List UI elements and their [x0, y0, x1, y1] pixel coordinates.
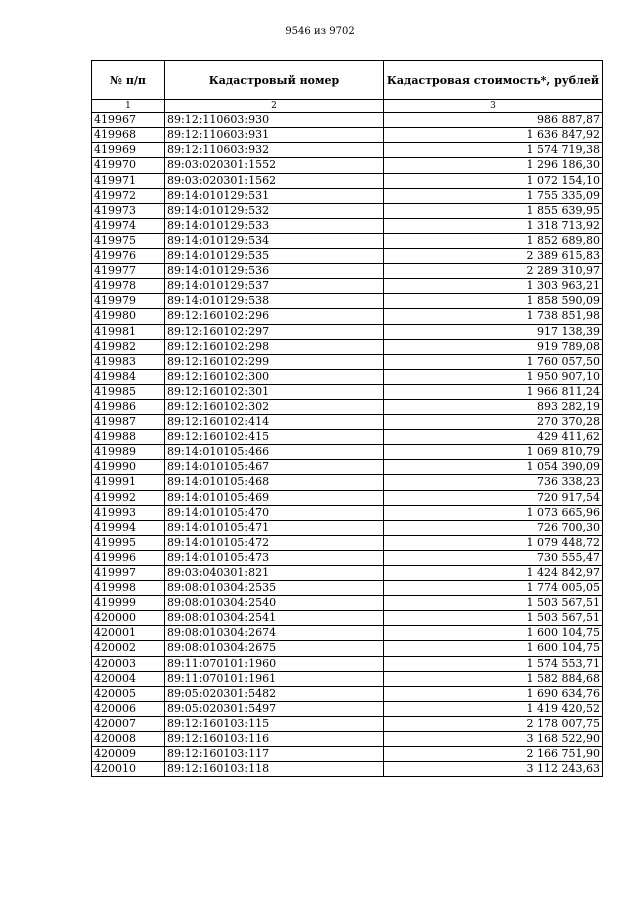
table-row	[92, 233, 603, 248]
cadastral-value: 270 370,28	[384, 415, 603, 430]
cadastral-number: 89:12:160103:117	[165, 747, 384, 762]
cadastral-value: 1 419 420,52	[384, 701, 603, 716]
cadastral-value: 1 424 842,97	[384, 566, 603, 581]
row-number: 419988	[92, 430, 165, 445]
table-row	[92, 550, 603, 565]
cadastral-number: 89:14:010105:466	[165, 445, 384, 460]
table-row	[92, 384, 603, 399]
row-number: 419991	[92, 475, 165, 490]
page-number: 9546 из 9702	[285, 26, 355, 37]
cadastral-value: 1 503 567,51	[384, 596, 603, 611]
table-row	[92, 520, 603, 535]
cadastral-value: 1 054 390,09	[384, 460, 603, 475]
cadastral-value: 1 079 448,72	[384, 535, 603, 550]
cadastral-value: 1 600 104,75	[384, 626, 603, 641]
cadastral-number: 89:12:160102:299	[165, 354, 384, 369]
row-number: 419985	[92, 384, 165, 399]
table-row	[92, 158, 603, 173]
cadastral-value: 1 582 884,68	[384, 671, 603, 686]
table-row	[92, 732, 603, 747]
table-row	[92, 173, 603, 188]
row-number: 419977	[92, 264, 165, 279]
row-number: 419967	[92, 113, 165, 128]
cadastral-number: 89:12:160102:296	[165, 309, 384, 324]
table-row	[92, 686, 603, 701]
cadastral-number: 89:03:020301:1552	[165, 158, 384, 173]
table-row	[92, 309, 603, 324]
table-row	[92, 641, 603, 656]
row-number: 419981	[92, 324, 165, 339]
table-row	[92, 203, 603, 218]
row-number: 419976	[92, 249, 165, 264]
row-number: 420007	[92, 716, 165, 731]
table-row	[92, 505, 603, 520]
table-row	[92, 626, 603, 641]
cadastral-value: 726 700,30	[384, 520, 603, 535]
row-number: 419997	[92, 566, 165, 581]
cadastral-value: 736 338,23	[384, 475, 603, 490]
table-row	[92, 716, 603, 731]
table-row	[92, 445, 603, 460]
row-number: 419978	[92, 279, 165, 294]
table-row	[92, 596, 603, 611]
table-row	[92, 264, 603, 279]
table-row	[92, 611, 603, 626]
row-number: 419983	[92, 354, 165, 369]
cadastral-value: 3 112 243,63	[384, 762, 603, 777]
cadastral-number: 89:14:010105:471	[165, 520, 384, 535]
row-number: 420010	[92, 762, 165, 777]
header-row-number: № п/п	[92, 61, 165, 100]
table-row	[92, 747, 603, 762]
cadastral-value: 919 789,08	[384, 339, 603, 354]
table-row	[92, 762, 603, 777]
row-number: 419989	[92, 445, 165, 460]
cadastral-value: 1 636 847,92	[384, 128, 603, 143]
row-number: 419972	[92, 188, 165, 203]
cadastral-number: 89:12:110603:931	[165, 128, 384, 143]
cadastral-number: 89:12:160102:302	[165, 399, 384, 414]
table-row	[92, 656, 603, 671]
cadastral-number: 89:08:010304:2674	[165, 626, 384, 641]
row-number: 419970	[92, 158, 165, 173]
row-number: 419975	[92, 233, 165, 248]
cadastral-number: 89:14:010105:470	[165, 505, 384, 520]
row-number: 420006	[92, 701, 165, 716]
cadastral-value: 917 138,39	[384, 324, 603, 339]
cadastral-number: 89:05:020301:5482	[165, 686, 384, 701]
cadastral-value: 1 574 719,38	[384, 143, 603, 158]
table-row	[92, 460, 603, 475]
table-row	[92, 475, 603, 490]
cadastral-number: 89:11:070101:1960	[165, 656, 384, 671]
cadastral-number: 89:12:160102:300	[165, 369, 384, 384]
cadastral-value: 1 855 639,95	[384, 203, 603, 218]
cadastral-value: 730 555,47	[384, 550, 603, 565]
row-number: 420003	[92, 656, 165, 671]
row-number: 420000	[92, 611, 165, 626]
cadastral-value: 720 917,54	[384, 490, 603, 505]
cadastral-value: 1 852 689,80	[384, 233, 603, 248]
cadastral-number: 89:11:070101:1961	[165, 671, 384, 686]
cadastral-number: 89:08:010304:2540	[165, 596, 384, 611]
cadastral-value: 429 411,62	[384, 430, 603, 445]
cadastral-value: 1 318 713,92	[384, 218, 603, 233]
table-row	[92, 279, 603, 294]
row-number: 419994	[92, 520, 165, 535]
table-row	[92, 128, 603, 143]
cadastral-value: 1 858 590,09	[384, 294, 603, 309]
cadastral-number: 89:14:010129:537	[165, 279, 384, 294]
column-index: 2	[165, 100, 384, 113]
table-row	[92, 354, 603, 369]
cadastral-number: 89:03:040301:821	[165, 566, 384, 581]
row-number: 419979	[92, 294, 165, 309]
row-number: 419969	[92, 143, 165, 158]
cadastral-value: 986 887,87	[384, 113, 603, 128]
row-number: 419999	[92, 596, 165, 611]
table-row	[92, 143, 603, 158]
cadastral-value: 2 178 007,75	[384, 716, 603, 731]
row-number: 420001	[92, 626, 165, 641]
row-number: 419992	[92, 490, 165, 505]
header-cadastral-number: Кадастровый номер	[165, 61, 384, 100]
table-row	[92, 294, 603, 309]
row-number: 419971	[92, 173, 165, 188]
cadastral-table	[91, 60, 603, 777]
cadastral-number: 89:03:020301:1562	[165, 173, 384, 188]
cadastral-number: 89:14:010105:468	[165, 475, 384, 490]
cadastral-number: 89:05:020301:5497	[165, 701, 384, 716]
cadastral-value: 1 072 154,10	[384, 173, 603, 188]
cadastral-value: 1 755 335,09	[384, 188, 603, 203]
cadastral-number: 89:12:160102:297	[165, 324, 384, 339]
cadastral-value: 2 166 751,90	[384, 747, 603, 762]
row-number: 419987	[92, 415, 165, 430]
cadastral-number: 89:14:010129:534	[165, 233, 384, 248]
cadastral-number: 89:12:160102:414	[165, 415, 384, 430]
cadastral-number: 89:14:010105:467	[165, 460, 384, 475]
cadastral-value: 1 296 186,30	[384, 158, 603, 173]
cadastral-value: 1 073 665,96	[384, 505, 603, 520]
table-row	[92, 188, 603, 203]
row-number: 419990	[92, 460, 165, 475]
cadastral-number: 89:12:160103:118	[165, 762, 384, 777]
row-number: 419996	[92, 550, 165, 565]
cadastral-value: 3 168 522,90	[384, 732, 603, 747]
row-number: 419986	[92, 399, 165, 414]
cadastral-number: 89:14:010129:536	[165, 264, 384, 279]
column-index-row	[92, 100, 603, 113]
cadastral-number: 89:14:010129:535	[165, 249, 384, 264]
cadastral-number: 89:14:010129:538	[165, 294, 384, 309]
cadastral-value: 1 600 104,75	[384, 641, 603, 656]
row-number: 419982	[92, 339, 165, 354]
cadastral-number: 89:14:010129:532	[165, 203, 384, 218]
row-number: 419968	[92, 128, 165, 143]
table-row	[92, 581, 603, 596]
cadastral-number: 89:12:160102:298	[165, 339, 384, 354]
cadastral-number: 89:14:010129:533	[165, 218, 384, 233]
cadastral-value: 2 389 615,83	[384, 249, 603, 264]
table-row	[92, 399, 603, 414]
cadastral-value: 893 282,19	[384, 399, 603, 414]
table-row	[92, 535, 603, 550]
cadastral-number: 89:08:010304:2675	[165, 641, 384, 656]
cadastral-number: 89:14:010105:469	[165, 490, 384, 505]
cadastral-value: 1 738 851,98	[384, 309, 603, 324]
table-row	[92, 324, 603, 339]
cadastral-value: 1 503 567,51	[384, 611, 603, 626]
row-number: 419993	[92, 505, 165, 520]
cadastral-number: 89:12:160102:415	[165, 430, 384, 445]
cadastral-number: 89:14:010105:473	[165, 550, 384, 565]
cadastral-value: 1 966 811,24	[384, 384, 603, 399]
table-row	[92, 430, 603, 445]
cadastral-value: 1 574 553,71	[384, 656, 603, 671]
table-row	[92, 566, 603, 581]
row-number: 420005	[92, 686, 165, 701]
cadastral-number: 89:14:010129:531	[165, 188, 384, 203]
row-number: 420008	[92, 732, 165, 747]
table-row	[92, 339, 603, 354]
cadastral-value: 1 774 005,05	[384, 581, 603, 596]
cadastral-number: 89:12:110603:930	[165, 113, 384, 128]
table-row	[92, 218, 603, 233]
cadastral-number: 89:08:010304:2541	[165, 611, 384, 626]
column-index: 3	[384, 100, 603, 113]
header-cadastral-value: Кадастровая стоимость*, рублей	[384, 61, 603, 100]
table-body	[92, 113, 603, 777]
cadastral-value: 1 690 634,76	[384, 686, 603, 701]
cadastral-value: 1 950 907,10	[384, 369, 603, 384]
cadastral-value: 1 303 963,21	[384, 279, 603, 294]
table-row	[92, 415, 603, 430]
cadastral-number: 89:12:160103:115	[165, 716, 384, 731]
row-number: 419984	[92, 369, 165, 384]
row-number: 420002	[92, 641, 165, 656]
row-number: 419980	[92, 309, 165, 324]
cadastral-value: 2 289 310,97	[384, 264, 603, 279]
cadastral-number: 89:14:010105:472	[165, 535, 384, 550]
row-number: 419974	[92, 218, 165, 233]
table-header-row	[92, 61, 603, 100]
cadastral-number: 89:12:160103:116	[165, 732, 384, 747]
column-index: 1	[92, 100, 165, 113]
cadastral-number: 89:08:010304:2535	[165, 581, 384, 596]
cadastral-number: 89:12:160102:301	[165, 384, 384, 399]
table-row	[92, 490, 603, 505]
row-number: 420004	[92, 671, 165, 686]
row-number: 419998	[92, 581, 165, 596]
cadastral-value: 1 069 810,79	[384, 445, 603, 460]
table-row	[92, 671, 603, 686]
table-row	[92, 369, 603, 384]
table-row	[92, 113, 603, 128]
cadastral-value: 1 760 057,50	[384, 354, 603, 369]
table-row	[92, 249, 603, 264]
table-row	[92, 701, 603, 716]
row-number: 419995	[92, 535, 165, 550]
row-number: 419973	[92, 203, 165, 218]
cadastral-number: 89:12:110603:932	[165, 143, 384, 158]
row-number: 420009	[92, 747, 165, 762]
